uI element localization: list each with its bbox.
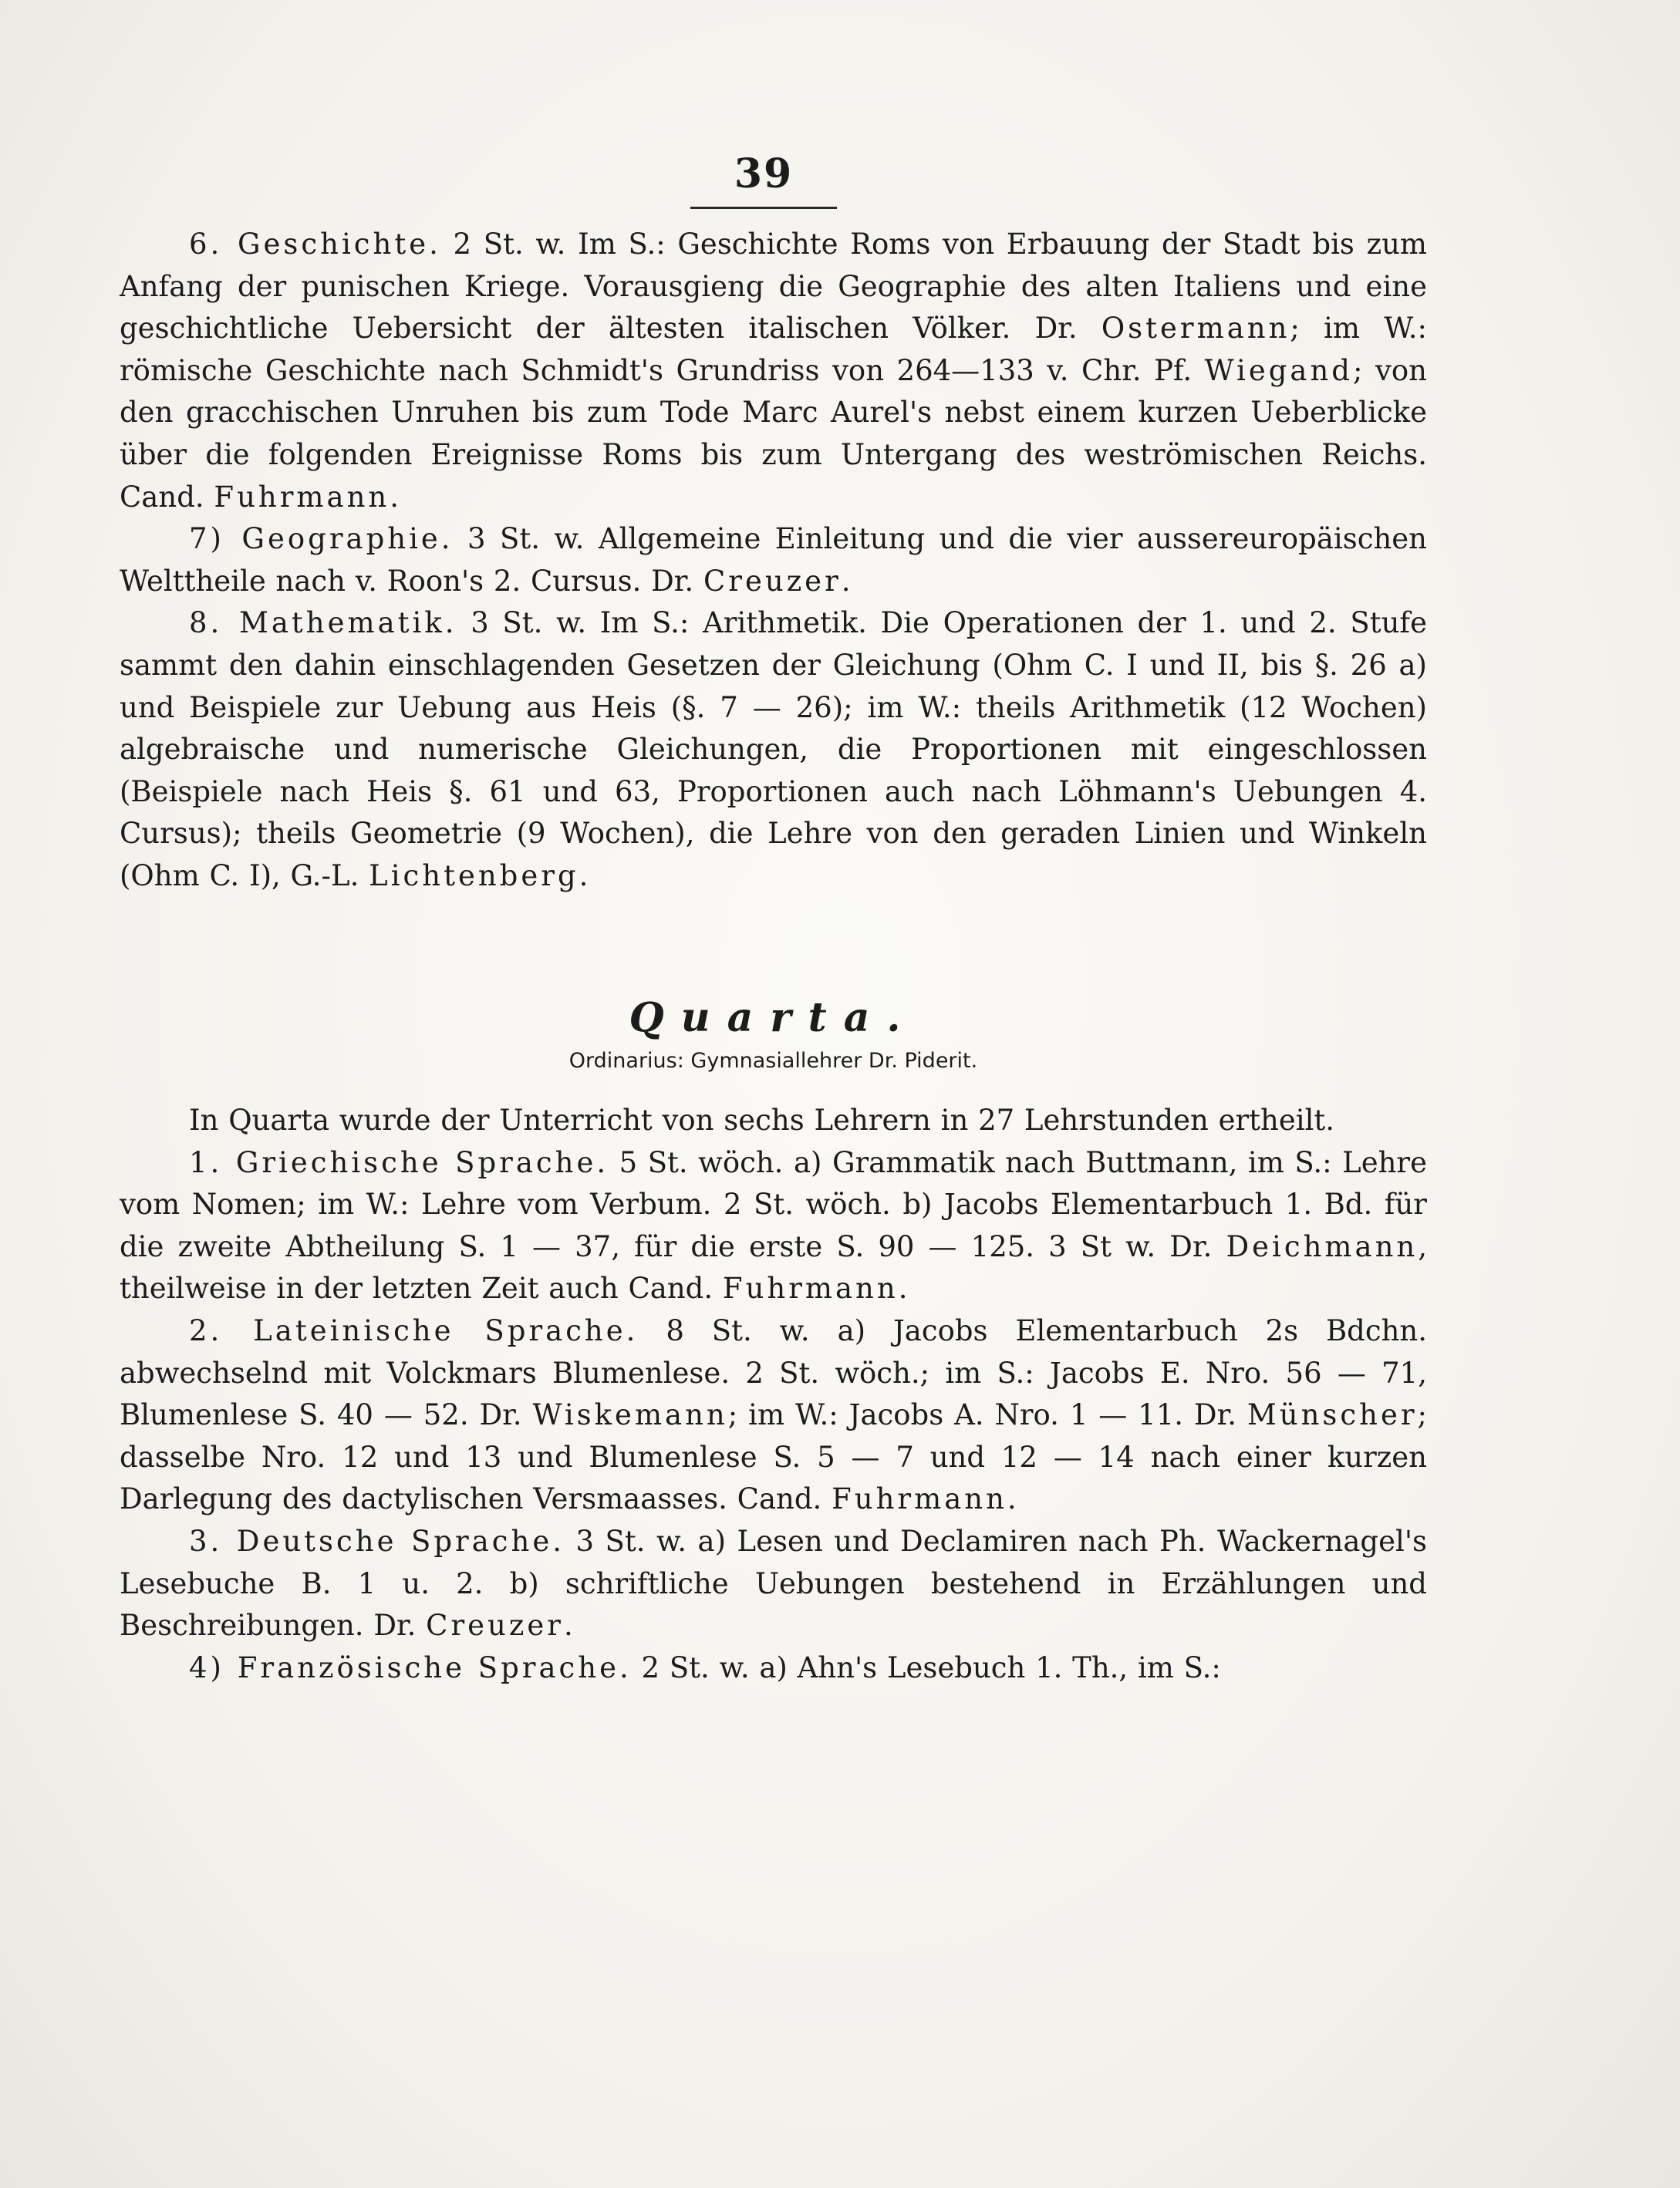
subject-heading: 2. Lateinische Sprache. <box>189 1313 639 1347</box>
section-title: Quarta. <box>629 994 918 1041</box>
section-subtitle: Ordinarius: Gymnasiallehrer Dr. Piderit. <box>568 1049 978 1073</box>
body-text-upper <box>120 224 1427 898</box>
teacher-name: Creuzer <box>426 1609 564 1643</box>
paragraph-intro: In Quarta wurde der Unterricht von sechs Lehrern in 27 Lehrstunden ertheilt. <box>189 1104 1335 1137</box>
paragraph-text: ; im W.: Jacobs A. Nro. 1 — 11. Dr. <box>727 1398 1247 1432</box>
paragraph-text: . <box>563 1609 573 1643</box>
paragraph-text: 2 St. w. Im S.: Geschichte Roms von Erbauung der Stadt bis zum Anfang der punischen Kriege. Vorausgieng die Geographie des alten Italiens und eine geschichtliche Uebersicht der ältesten italischen Völker. Dr. <box>120 228 1427 346</box>
section-heading <box>120 992 1427 1078</box>
paragraph-text: . <box>579 858 589 892</box>
paragraph-text: 5 St. wöch. a) Grammatik nach Buttmann, im S.: Lehre vom Nomen; im W.: Lehre vom Verbum. 2 St. wöch. b) Jacobs Elementarbuch 1. Bd. für die zweite Abtheilung S. 1 — 37, für die erste S. 90 — 125. 3 St w. Dr. <box>120 1145 1428 1263</box>
body-text-lower <box>120 1100 1427 1689</box>
teacher-name: Fuhrmann <box>214 480 390 514</box>
paragraph-text: . <box>390 480 399 514</box>
paragraph-text: . <box>841 564 851 598</box>
teacher-name: Fuhrmann <box>832 1482 1007 1516</box>
paragraph-text: ; im W.: römische Geschichte nach Schmidt's Grundriss von 264—133 v. Chr. Pf. <box>120 312 1427 387</box>
paragraph-text: . <box>898 1272 908 1306</box>
teacher-name: Wiskemann <box>532 1398 728 1432</box>
subject-heading: 7) Geographie. <box>189 522 454 556</box>
paragraph-text: 3 St. w. Allgemeine Einleitung und die vier aussereuropäischen Welttheile nach v. Roon's 2. Cursus. Dr. <box>120 522 1427 598</box>
paragraph-mathematik <box>120 602 1427 897</box>
paragraph-text: 8 St. w. a) Jacobs Elementarbuch 2s Bdchn. abwechselnd mit Volckmars Blumenlese. 2 St. wöch.; im S.: Jacobs E. Nro. 56 — 71, Blumenlese S. 40 — 52. Dr. <box>120 1313 1428 1432</box>
teacher-name: Wiegand <box>1204 353 1353 387</box>
paragraph-franzoesisch <box>120 1647 1427 1690</box>
subject-heading: 3. Deutsche Sprache. <box>189 1524 565 1558</box>
paragraph-text: . <box>1007 1482 1017 1516</box>
teacher-name: Ostermann <box>1101 312 1290 346</box>
paragraph-text: 3 St. w. Im S.: Arithmetik. Die Operationen der 1. und 2. Stufe sammt den dahin einschlagenden Gesetzen der Gleichung (Ohm C. I und II, bis §. 26 a) und Beispiele zur Uebung aus Heis (§. 7 — 26); im W.: theils Arithmetik (12 Wochen) algebraische und numerische Gleichungen, die Proportionen mit eingeschlossen (Beispiele nach Heis §. 61 und 63, Proportionen auch nach Löhmann's Uebungen 4. Cursus); theils Geometrie (9 Wochen), die Lehre von den geraden Linien und Winkeln (Ohm C. I), G.-L. <box>120 606 1427 892</box>
subject-heading: 8. Mathematik. <box>189 606 457 640</box>
page-number-rule <box>690 207 837 209</box>
teacher-name: Fuhrmann <box>722 1272 899 1306</box>
teacher-name: Deichmann <box>1226 1229 1419 1263</box>
paragraph-text: , theilweise in der letzten Zeit auch Cand. <box>120 1229 1427 1306</box>
paragraph-griechisch <box>120 1142 1427 1310</box>
paragraph-text: ; von den gracchischen Unruhen bis zum Tode Marc Aurel's nebst einem kurzen Ueberblicke über die folgenden Ereignisse Roms bis zum Untergang des weströmischen Reichs. Cand. <box>120 353 1427 514</box>
paragraph-text: 2 St. w. a) Ahn's Lesebuch 1. Th., im S.: <box>631 1650 1221 1684</box>
subject-heading: 1. Griechische Sprache. <box>189 1145 609 1179</box>
teacher-name: Münscher <box>1247 1398 1418 1432</box>
subject-heading: 4) Französische Sprache. <box>189 1650 632 1684</box>
paragraph-text: ; dasselbe Nro. 12 und 13 und Blumenlese S. 5 — 7 und 12 — 14 nach einer kurzen Darlegung des dactylischen Versmaasses. Cand. <box>120 1398 1427 1516</box>
teacher-name: Creuzer <box>703 564 842 598</box>
teacher-name: Lichtenberg <box>369 858 579 892</box>
page-number: 39 <box>734 150 794 197</box>
paragraph-deutsch <box>120 1521 1427 1647</box>
paragraph-geographie <box>120 518 1427 602</box>
paragraph-latein <box>120 1310 1427 1521</box>
subject-heading: 6. Geschichte. <box>189 228 441 261</box>
paragraph-text: 3 St. w. a) Lesen und Declamiren nach Ph. Wackernagel's Lesebuche B. 1 u. 2. b) schriftliche Uebungen bestehend in Erzählungen und Beschreibungen. Dr. <box>120 1524 1428 1643</box>
paragraph-geschichte <box>120 224 1427 518</box>
